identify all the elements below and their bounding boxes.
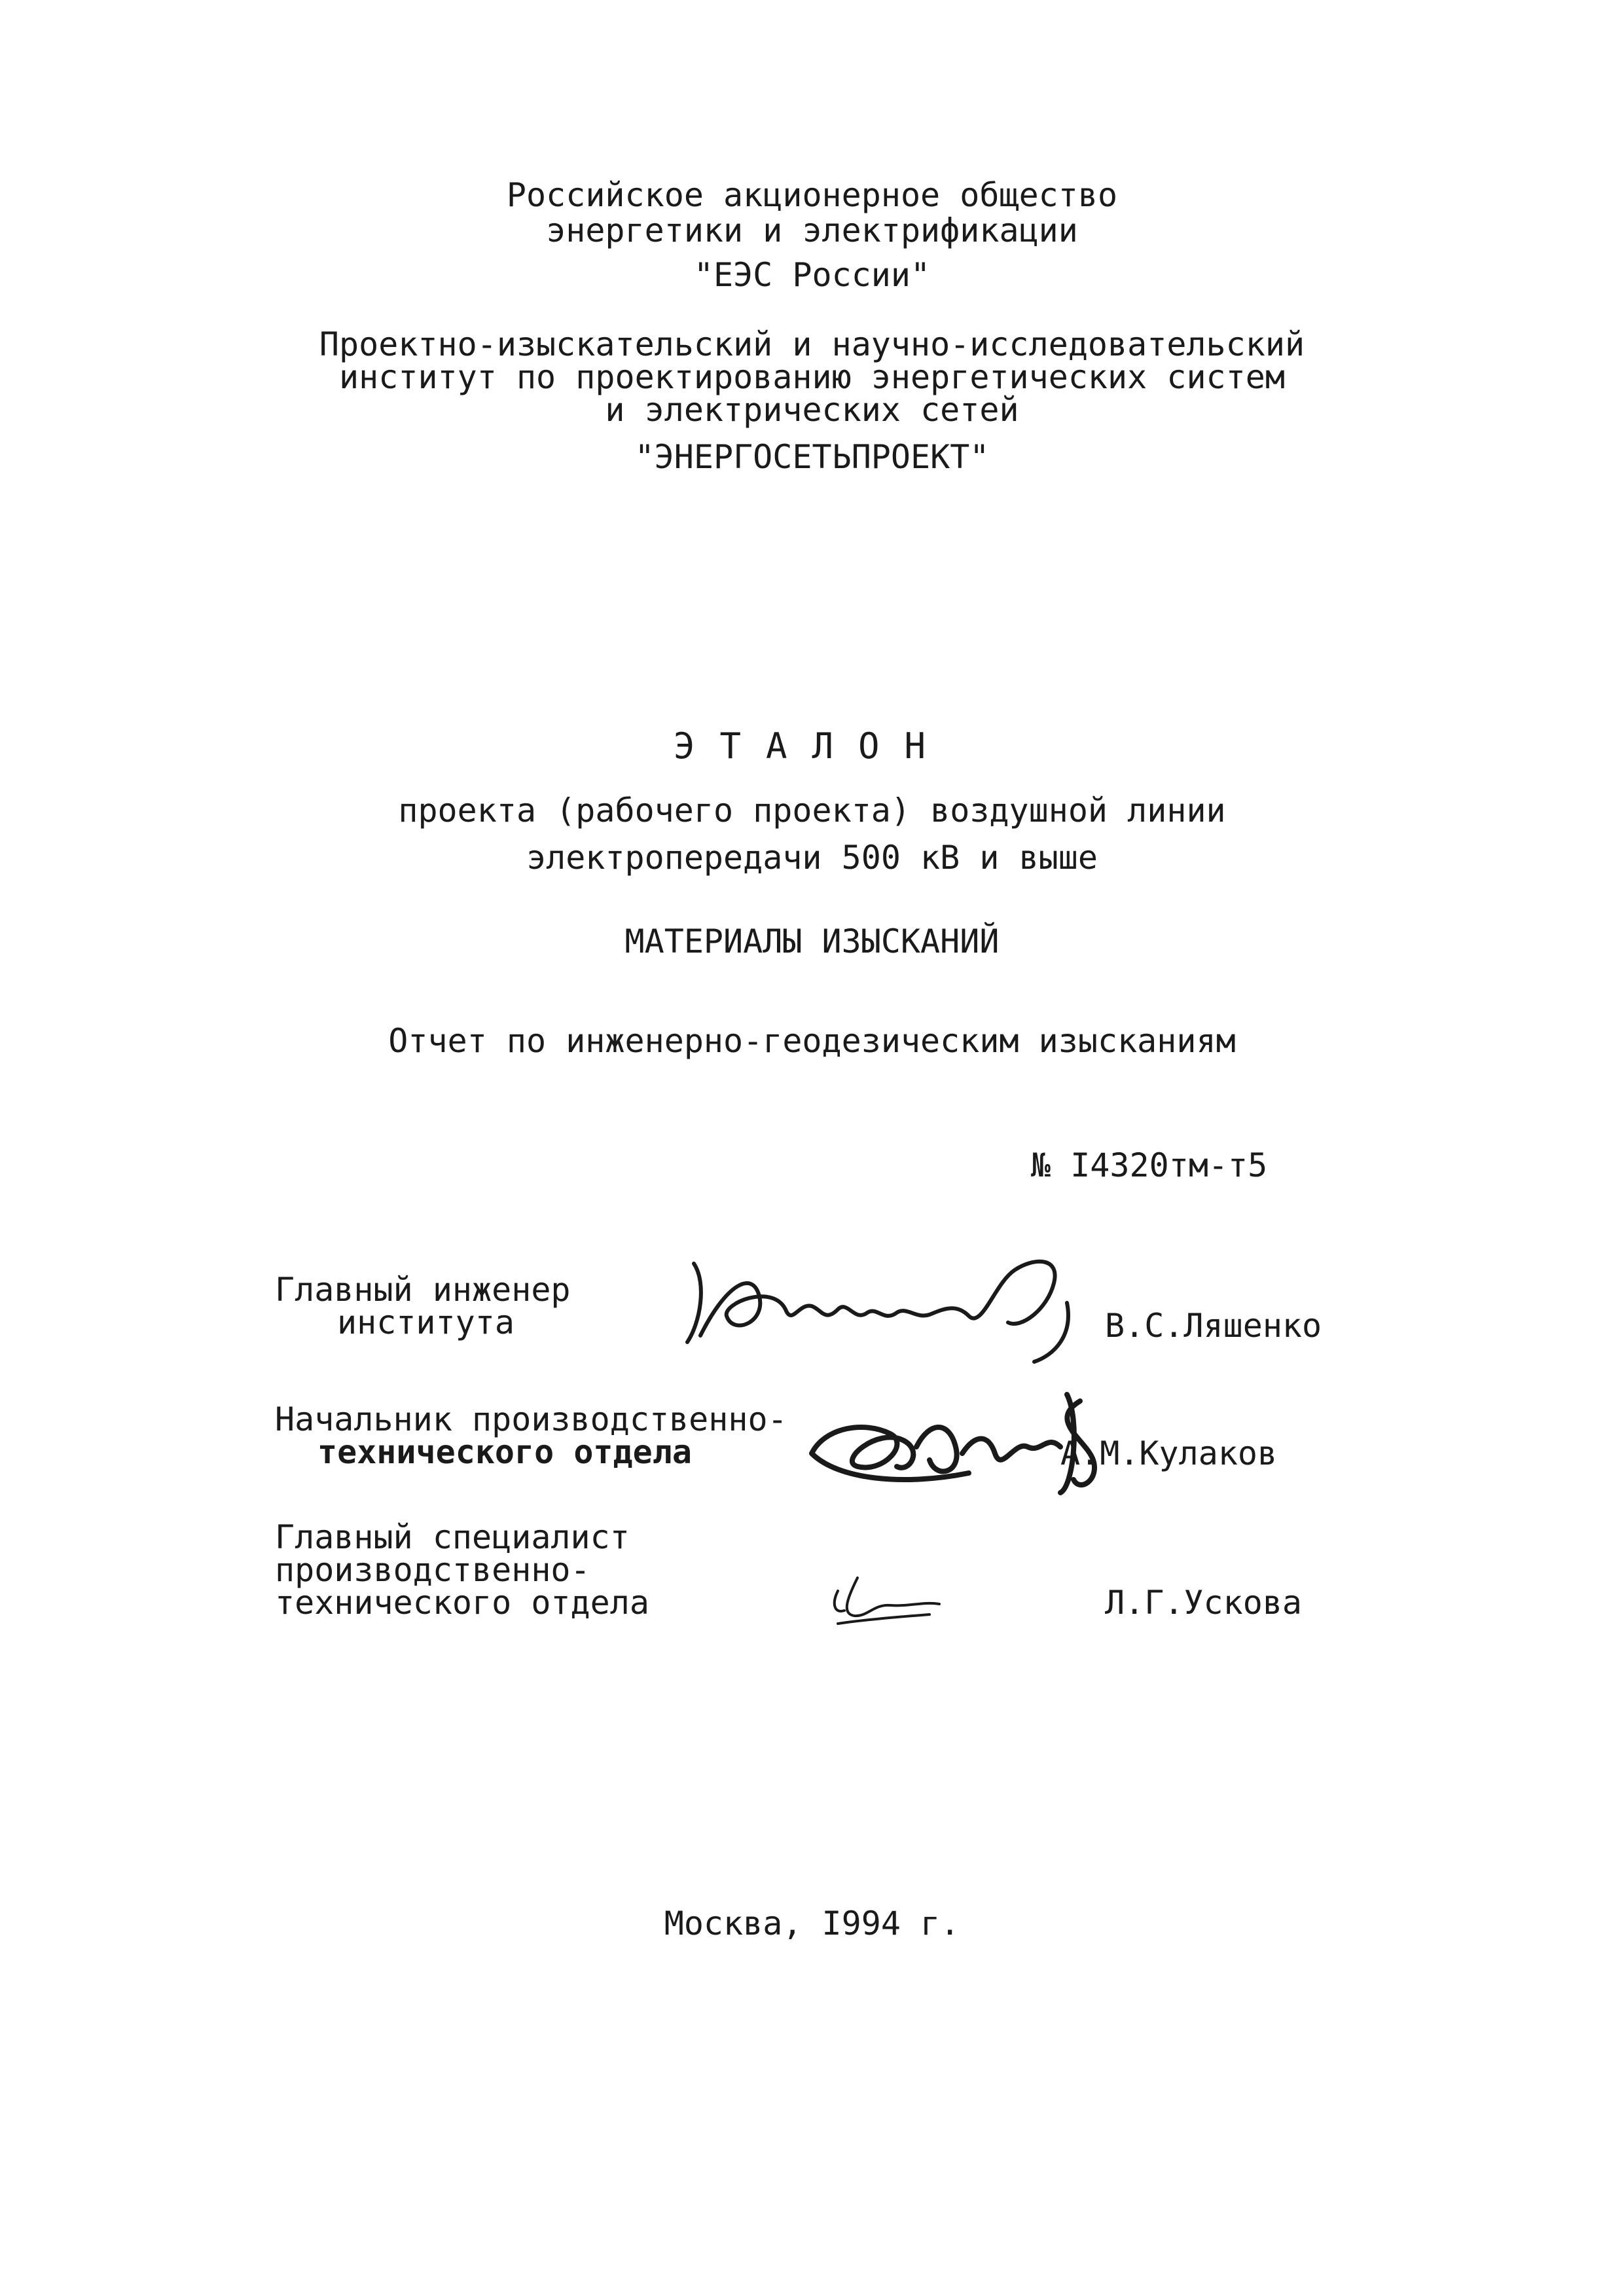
- signatory-3-title-1: Главный специалист: [275, 1518, 630, 1556]
- document-title: ЭТАЛОН: [673, 725, 951, 767]
- signatory-3-title-2: производственно-: [275, 1551, 590, 1589]
- institute-line-2: институт по проектированию энергетических систем: [339, 358, 1285, 396]
- signature-2-image: [799, 1381, 1139, 1506]
- document-subtitle-2: электропередачи 500 кВ и выше: [526, 839, 1098, 877]
- institute-line-1: Проектно-изыскательский и научно-исследовательский: [319, 325, 1305, 363]
- signatory-1-name: В.С.Ляшенко: [1105, 1307, 1322, 1345]
- signatory-1-title-2: института: [337, 1303, 514, 1341]
- document-subtitle-1: проекта (рабочего проекта) воздушной линии: [398, 792, 1226, 829]
- signatory-2-title-1: Начальник производственно-: [275, 1400, 787, 1438]
- document-section: МАТЕРИАЛЫ ИЗЫСКАНИЙ: [624, 922, 1000, 960]
- document-number: № I4320тм-т5: [1031, 1146, 1268, 1184]
- place-year: Москва, I994 г.: [664, 1904, 960, 1942]
- document-report: Отчет по инженерно-геодезическим изысканиям: [388, 1022, 1236, 1060]
- signatory-3-name: Л.Г.Ускова: [1105, 1584, 1303, 1622]
- org-line-2: энергетики и электрификации: [546, 211, 1078, 249]
- signatory-3-title-3: технического отдела: [275, 1584, 649, 1622]
- signature-3-image: [818, 1565, 949, 1637]
- signatory-1-title-1: Главный инженер: [275, 1271, 571, 1309]
- institute-line-3: и электрических сетей: [605, 391, 1019, 429]
- signature-1-image: [681, 1244, 1100, 1375]
- institute-line-4: "ЭНЕРГОСЕТЬПРОЕКТ": [634, 438, 990, 476]
- org-line-3: "ЕЭС России": [693, 256, 931, 294]
- signatory-2-name: А.М.Кулаков: [1060, 1434, 1278, 1472]
- signatory-2-title-2: технического отдела: [317, 1433, 692, 1471]
- org-line-1: Российское акционерное общество: [506, 176, 1118, 214]
